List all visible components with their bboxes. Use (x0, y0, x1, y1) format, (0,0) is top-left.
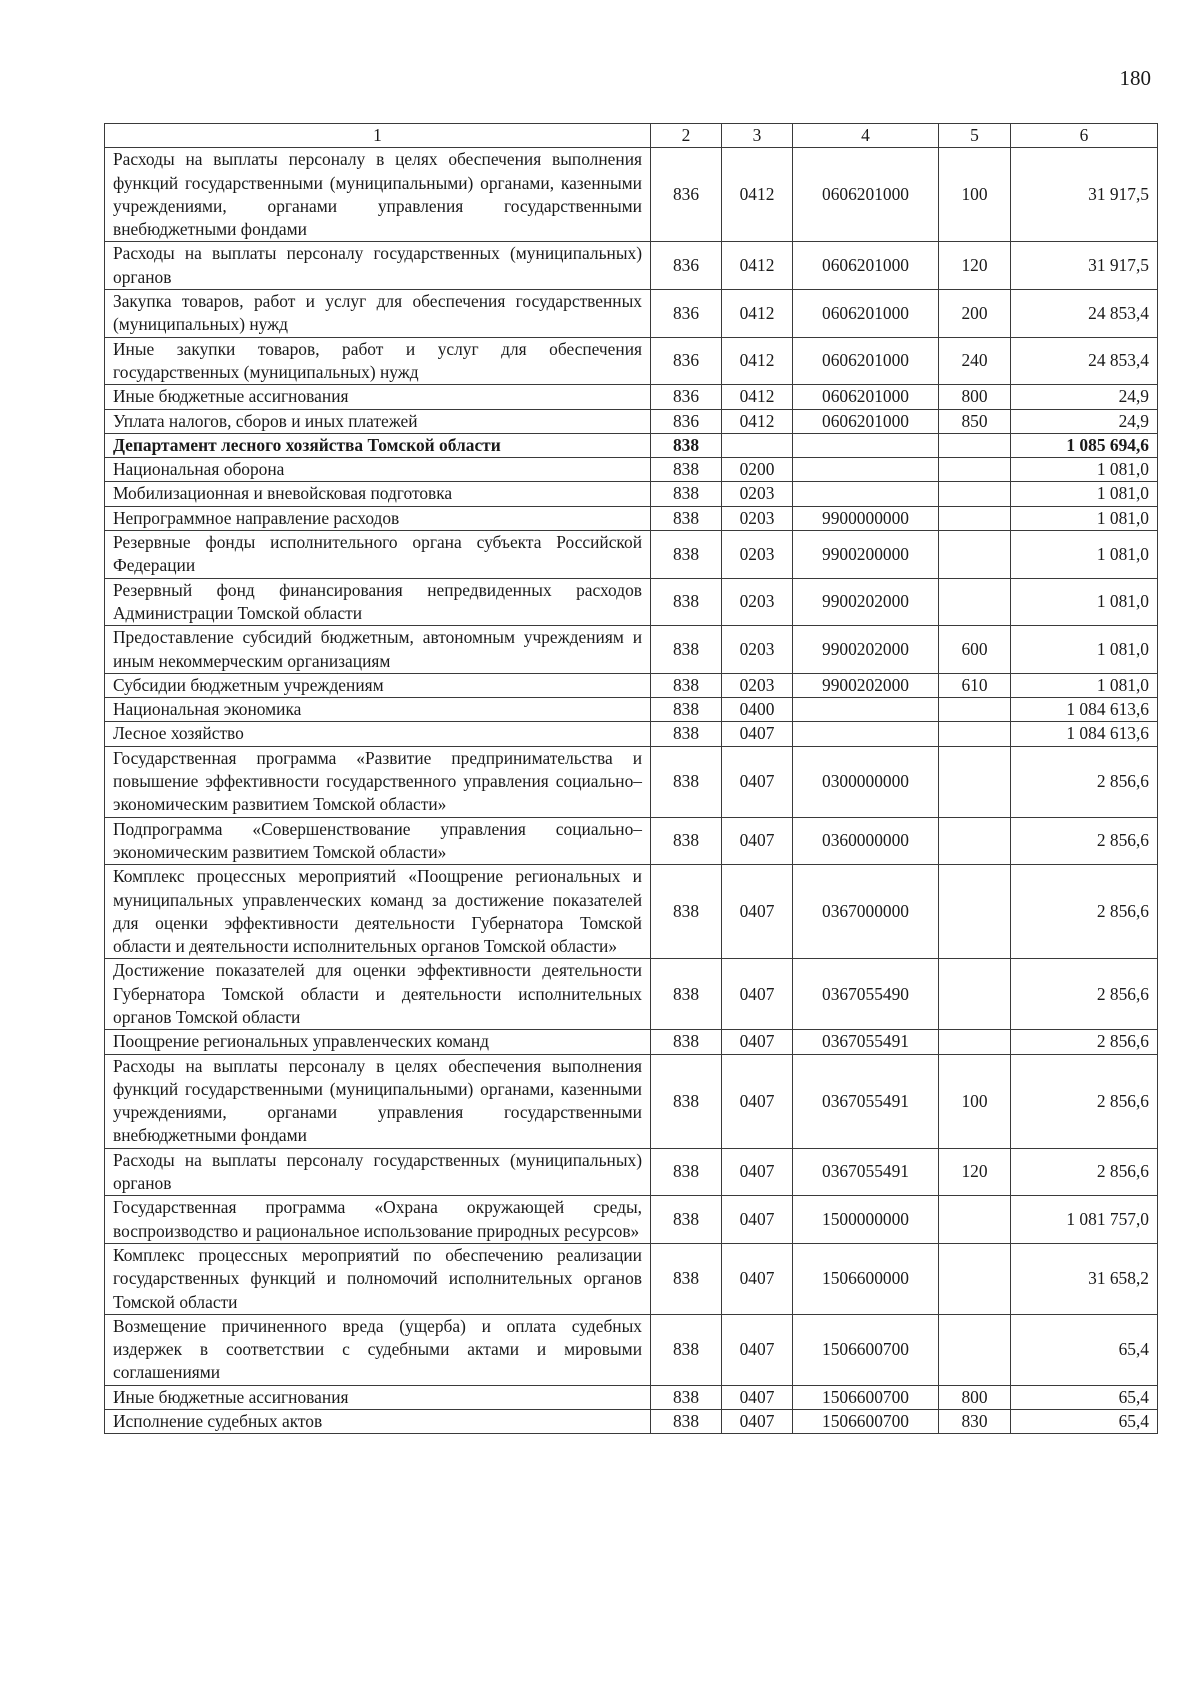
row-name: Расходы на выплаты персоналу в целях обеспечения выполнения функций государственными (муниципальными) органами, казенными учреждениями, органами управления государственными внебюджетными фондами (105, 1054, 651, 1148)
row-amount: 1 084 613,6 (1011, 698, 1158, 722)
row-target-code: 1506600700 (793, 1314, 939, 1385)
row-section-code: 0407 (722, 1243, 793, 1314)
table-row (105, 746, 1158, 817)
row-name: Уплата налогов, сборов и иных платежей (105, 409, 651, 433)
row-amount: 1 081,0 (1011, 578, 1158, 626)
row-target-code: 1506600700 (793, 1410, 939, 1434)
row-target-code: 0606201000 (793, 148, 939, 242)
row-expense-type (939, 959, 1011, 1030)
row-amount: 1 081,0 (1011, 673, 1158, 697)
row-amount: 2 856,6 (1011, 817, 1158, 865)
row-admin-code: 838 (651, 578, 722, 626)
row-name: Расходы на выплаты персоналу государственных (муниципальных) органов (105, 1148, 651, 1196)
table-row (105, 290, 1158, 338)
row-section-code: 0407 (722, 1030, 793, 1054)
row-expense-type: 800 (939, 385, 1011, 409)
row-name: Мобилизационная и вневойсковая подготовка (105, 482, 651, 506)
row-expense-type: 200 (939, 290, 1011, 338)
row-expense-type (939, 817, 1011, 865)
row-amount: 31 658,2 (1011, 1243, 1158, 1314)
row-name: Непрограммное направление расходов (105, 506, 651, 530)
row-expense-type (939, 1314, 1011, 1385)
row-name: Иные бюджетные ассигнования (105, 1385, 651, 1409)
table-row (105, 148, 1158, 242)
row-name: Национальная оборона (105, 458, 651, 482)
table-row (105, 1054, 1158, 1148)
row-target-code: 9900200000 (793, 531, 939, 579)
row-amount: 24 853,4 (1011, 337, 1158, 385)
row-admin-code: 836 (651, 290, 722, 338)
row-section-code: 0203 (722, 482, 793, 506)
row-amount: 1 081,0 (1011, 531, 1158, 579)
row-target-code: 0606201000 (793, 409, 939, 433)
row-admin-code: 836 (651, 242, 722, 290)
row-amount: 1 085 694,6 (1011, 433, 1158, 457)
row-admin-code: 838 (651, 1196, 722, 1244)
row-name: Государственная программа «Развитие предпринимательства и повышение эффективности государственного управления социально–экономическим развитием Томской области» (105, 746, 651, 817)
table-row (105, 626, 1158, 674)
table-row (105, 1314, 1158, 1385)
budget-table (104, 123, 1158, 1434)
row-target-code: 0367055491 (793, 1030, 939, 1054)
table-row (105, 506, 1158, 530)
table-row (105, 531, 1158, 579)
table-row (105, 1196, 1158, 1244)
row-expense-type: 830 (939, 1410, 1011, 1434)
row-expense-type: 120 (939, 1148, 1011, 1196)
row-name: Поощрение региональных управленческих команд (105, 1030, 651, 1054)
row-section-code: 0407 (722, 746, 793, 817)
row-admin-code: 838 (651, 959, 722, 1030)
row-expense-type: 800 (939, 1385, 1011, 1409)
table-row (105, 817, 1158, 865)
row-admin-code: 838 (651, 1148, 722, 1196)
row-amount: 1 081,0 (1011, 626, 1158, 674)
row-amount: 65,4 (1011, 1410, 1158, 1434)
row-amount: 2 856,6 (1011, 746, 1158, 817)
row-admin-code: 836 (651, 148, 722, 242)
row-target-code (793, 433, 939, 457)
row-target-code: 0367055491 (793, 1148, 939, 1196)
row-expense-type (939, 458, 1011, 482)
row-expense-type (939, 865, 1011, 959)
table-row (105, 959, 1158, 1030)
row-amount: 2 856,6 (1011, 1030, 1158, 1054)
row-section-code: 0412 (722, 148, 793, 242)
row-expense-type: 600 (939, 626, 1011, 674)
table-row (105, 673, 1158, 697)
row-target-code: 9900202000 (793, 673, 939, 697)
table-row (105, 1410, 1158, 1434)
row-target-code: 0360000000 (793, 817, 939, 865)
row-expense-type (939, 578, 1011, 626)
row-name: Резервные фонды исполнительного органа субъекта Российской Федерации (105, 531, 651, 579)
row-expense-type (939, 698, 1011, 722)
row-amount: 1 084 613,6 (1011, 722, 1158, 746)
row-name: Иные бюджетные ассигнования (105, 385, 651, 409)
row-target-code: 0300000000 (793, 746, 939, 817)
table-row (105, 458, 1158, 482)
row-expense-type: 610 (939, 673, 1011, 697)
row-target-code: 9900202000 (793, 626, 939, 674)
row-section-code: 0203 (722, 673, 793, 697)
row-admin-code: 838 (651, 1410, 722, 1434)
row-target-code: 9900000000 (793, 506, 939, 530)
row-target-code: 0367055491 (793, 1054, 939, 1148)
row-expense-type: 100 (939, 148, 1011, 242)
row-admin-code: 838 (651, 506, 722, 530)
row-admin-code: 838 (651, 1054, 722, 1148)
table-row (105, 409, 1158, 433)
table-row (105, 482, 1158, 506)
row-section-code: 0200 (722, 458, 793, 482)
row-admin-code: 838 (651, 746, 722, 817)
row-target-code: 1506600700 (793, 1385, 939, 1409)
row-name: Резервный фонд финансирования непредвиденных расходов Администрации Томской области (105, 578, 651, 626)
row-amount: 2 856,6 (1011, 865, 1158, 959)
row-name: Возмещение причиненного вреда (ущерба) и оплата судебных издержек в соответствии с судебными актами и мировыми соглашениями (105, 1314, 651, 1385)
row-section-code: 0203 (722, 626, 793, 674)
table-row (105, 1030, 1158, 1054)
header-cell-6: 6 (1011, 124, 1158, 148)
row-target-code: 0606201000 (793, 385, 939, 409)
row-expense-type: 240 (939, 337, 1011, 385)
row-section-code: 0407 (722, 1314, 793, 1385)
row-expense-type: 850 (939, 409, 1011, 433)
row-name: Исполнение судебных актов (105, 1410, 651, 1434)
row-section-code: 0407 (722, 865, 793, 959)
row-section-code: 0412 (722, 409, 793, 433)
row-expense-type: 100 (939, 1054, 1011, 1148)
table-header (105, 124, 1158, 148)
table-row (105, 1148, 1158, 1196)
row-admin-code: 838 (651, 1385, 722, 1409)
row-expense-type (939, 506, 1011, 530)
row-expense-type (939, 746, 1011, 817)
table-body (105, 148, 1158, 1434)
row-name: Комплекс процессных мероприятий «Поощрение региональных и муниципальных управленческих команд за достижение показателей для оценки эффективности деятельности Губернатора Томской области и деятельности исполнительных органов Томской области» (105, 865, 651, 959)
row-section-code: 0407 (722, 1054, 793, 1148)
row-amount: 65,4 (1011, 1385, 1158, 1409)
row-amount: 24,9 (1011, 409, 1158, 433)
header-row (105, 124, 1158, 148)
row-amount: 1 081,0 (1011, 458, 1158, 482)
row-amount: 24,9 (1011, 385, 1158, 409)
row-admin-code: 838 (651, 458, 722, 482)
page-number: 180 (1119, 66, 1151, 90)
row-admin-code: 838 (651, 673, 722, 697)
row-name: Департамент лесного хозяйства Томской области (105, 433, 651, 457)
row-section-code: 0203 (722, 506, 793, 530)
header-cell-4: 4 (793, 124, 939, 148)
row-name: Лесное хозяйство (105, 722, 651, 746)
row-admin-code: 836 (651, 337, 722, 385)
row-target-code: 0367055490 (793, 959, 939, 1030)
row-section-code: 0407 (722, 1196, 793, 1244)
row-amount: 2 856,6 (1011, 1148, 1158, 1196)
row-name: Расходы на выплаты персоналу государственных (муниципальных) органов (105, 242, 651, 290)
row-amount: 1 081 757,0 (1011, 1196, 1158, 1244)
row-admin-code: 838 (651, 817, 722, 865)
header-cell-2: 2 (651, 124, 722, 148)
row-section-code: 0412 (722, 385, 793, 409)
row-admin-code: 838 (651, 698, 722, 722)
row-admin-code: 838 (651, 626, 722, 674)
table-row (105, 337, 1158, 385)
row-target-code (793, 722, 939, 746)
row-expense-type (939, 482, 1011, 506)
table-row (105, 578, 1158, 626)
row-name: Комплекс процессных мероприятий по обеспечению реализации государственных функций и полномочий исполнительных органов Томской области (105, 1243, 651, 1314)
row-admin-code: 838 (651, 1030, 722, 1054)
table-row (105, 433, 1158, 457)
row-admin-code: 838 (651, 865, 722, 959)
table-row (105, 385, 1158, 409)
row-expense-type (939, 1030, 1011, 1054)
row-amount: 65,4 (1011, 1314, 1158, 1385)
row-admin-code: 838 (651, 722, 722, 746)
row-name: Иные закупки товаров, работ и услуг для обеспечения государственных (муниципальных) нужд (105, 337, 651, 385)
row-section-code: 0407 (722, 959, 793, 1030)
table-row (105, 242, 1158, 290)
row-name: Государственная программа «Охрана окружающей среды, воспроизводство и рациональное использование природных ресурсов» (105, 1196, 651, 1244)
row-target-code: 0606201000 (793, 242, 939, 290)
row-expense-type (939, 1196, 1011, 1244)
row-target-code: 9900202000 (793, 578, 939, 626)
row-section-code: 0203 (722, 531, 793, 579)
row-admin-code: 838 (651, 531, 722, 579)
row-amount: 2 856,6 (1011, 959, 1158, 1030)
row-expense-type (939, 1243, 1011, 1314)
table-row (105, 1385, 1158, 1409)
row-amount: 2 856,6 (1011, 1054, 1158, 1148)
row-section-code: 0412 (722, 242, 793, 290)
row-target-code: 0367000000 (793, 865, 939, 959)
row-amount: 1 081,0 (1011, 506, 1158, 530)
row-name: Предоставление субсидий бюджетным, автономным учреждениям и иным некоммерческим организациям (105, 626, 651, 674)
row-target-code: 0606201000 (793, 337, 939, 385)
row-name: Закупка товаров, работ и услуг для обеспечения государственных (муниципальных) нужд (105, 290, 651, 338)
row-amount: 31 917,5 (1011, 242, 1158, 290)
row-section-code: 0407 (722, 1410, 793, 1434)
header-cell-5: 5 (939, 124, 1011, 148)
row-section-code: 0407 (722, 817, 793, 865)
row-name: Субсидии бюджетным учреждениям (105, 673, 651, 697)
row-name: Расходы на выплаты персоналу в целях обеспечения выполнения функций государственными (муниципальными) органами, казенными учреждениями, органами управления государственными внебюджетными фондами (105, 148, 651, 242)
row-target-code: 0606201000 (793, 290, 939, 338)
row-admin-code: 838 (651, 482, 722, 506)
table-row (105, 722, 1158, 746)
row-expense-type (939, 722, 1011, 746)
row-section-code: 0407 (722, 722, 793, 746)
row-amount: 24 853,4 (1011, 290, 1158, 338)
row-target-code (793, 458, 939, 482)
row-amount: 1 081,0 (1011, 482, 1158, 506)
row-amount: 31 917,5 (1011, 148, 1158, 242)
table-row (105, 1243, 1158, 1314)
row-section-code: 0412 (722, 337, 793, 385)
row-section-code (722, 433, 793, 457)
row-admin-code: 838 (651, 1314, 722, 1385)
row-section-code: 0407 (722, 1385, 793, 1409)
row-target-code: 1506600000 (793, 1243, 939, 1314)
row-target-code (793, 482, 939, 506)
row-section-code: 0400 (722, 698, 793, 722)
row-name: Национальная экономика (105, 698, 651, 722)
row-admin-code: 836 (651, 385, 722, 409)
row-expense-type: 120 (939, 242, 1011, 290)
row-section-code: 0412 (722, 290, 793, 338)
row-admin-code: 838 (651, 1243, 722, 1314)
table-row (105, 698, 1158, 722)
row-section-code: 0407 (722, 1148, 793, 1196)
row-admin-code: 838 (651, 433, 722, 457)
header-cell-3: 3 (722, 124, 793, 148)
row-admin-code: 836 (651, 409, 722, 433)
row-target-code: 1500000000 (793, 1196, 939, 1244)
table-row (105, 865, 1158, 959)
row-expense-type (939, 433, 1011, 457)
row-expense-type (939, 531, 1011, 579)
row-name: Достижение показателей для оценки эффективности деятельности Губернатора Томской области и деятельности исполнительных органов Томской области (105, 959, 651, 1030)
row-name: Подпрограмма «Совершенствование управления социально–экономическим развитием Томской области» (105, 817, 651, 865)
row-section-code: 0203 (722, 578, 793, 626)
header-cell-1: 1 (105, 124, 651, 148)
row-target-code (793, 698, 939, 722)
